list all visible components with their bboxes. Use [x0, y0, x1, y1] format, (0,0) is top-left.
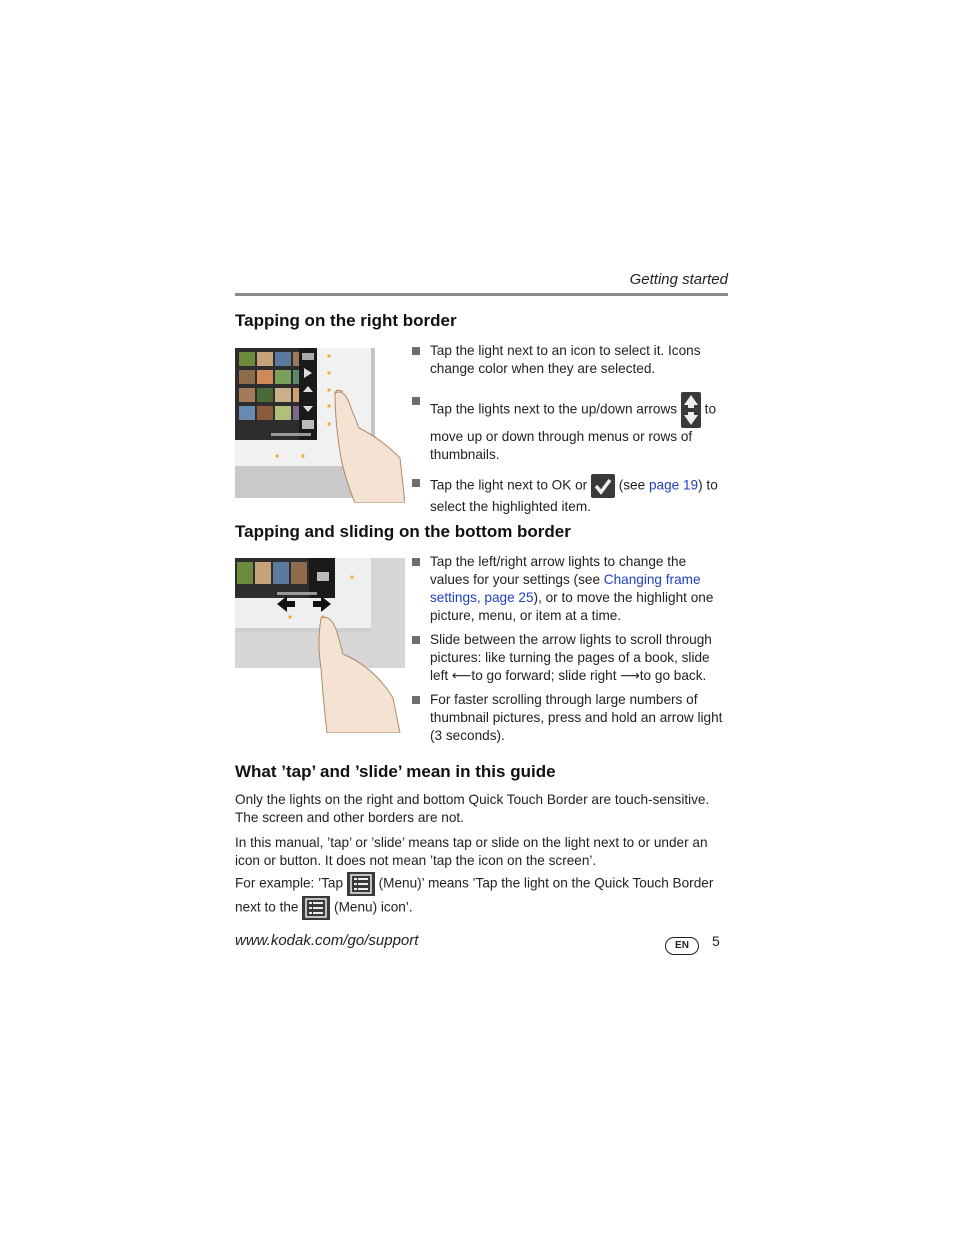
running-head: Getting started	[629, 271, 728, 288]
bullet-item: Tap the left/right arrow lights to change the values for your settings (see Changing frame settings, page 25), or to move the highlight one picture, menu, or item at a time.	[410, 553, 728, 625]
bullet-item: For faster scrolling through large numbers of thumbnail pictures, press and hold an arrow light (3 seconds).	[410, 691, 728, 745]
language-badge: EN	[665, 937, 699, 955]
bullet-item: Tap the lights next to the up/down arrows to move up or down through menus or rows of thumbnails.	[410, 392, 728, 464]
bottom-border-bullets	[410, 553, 728, 745]
bullet-item: Tap the light next to OK or (see page 19) to select the highlighted item.	[410, 474, 728, 516]
right-arrow-icon: ⟶	[620, 668, 640, 683]
bullet-item: Slide between the arrow lights to scroll through pictures: like turning the pages of a book, slide left ⟵to go forward; slide right ⟶to go back.	[410, 631, 728, 685]
paragraph-example: For example: ’Tap (Menu)’ means ’Tap the light on the Quick Touch Border next to the (Menu) icon’.	[235, 872, 730, 920]
bullet-item: Tap the light next to an icon to select it. Icons change color when they are selected.	[410, 342, 728, 378]
header-rule	[235, 293, 728, 296]
up-down-arrows-icon	[681, 392, 701, 428]
footer-url[interactable]: www.kodak.com/go/support	[235, 932, 419, 949]
paragraph: Only the lights on the right and bottom Quick Touch Border are touch-sensitive. The screen and other borders are not.	[235, 792, 710, 825]
bottom-border-illustration	[235, 558, 405, 733]
section-heading-right-border: Tapping on the right border	[235, 311, 457, 330]
page-19-link[interactable]: page 19	[648, 477, 699, 493]
section-heading-bottom-border: Tapping and sliding on the bottom border	[235, 522, 571, 541]
left-arrow-icon: ⟵	[451, 668, 472, 683]
right-border-illustration	[235, 348, 405, 503]
page-number: 5	[712, 933, 720, 949]
menu-icon	[347, 872, 375, 896]
section-heading-tap-slide: What ’tap’ and ’slide’ mean in this guide	[235, 762, 556, 781]
paragraph: In this manual, ’tap’ or ’slide’ means tap or slide on the light next to or under an icon or button. It does not mean ’tap the icon on the screen’.	[235, 835, 708, 868]
menu-icon	[302, 896, 330, 920]
ok-checkmark-icon	[591, 474, 615, 498]
right-border-bullets	[410, 342, 728, 516]
changing-frame-settings-link[interactable]: Changing frame settings, page 25	[430, 572, 701, 605]
